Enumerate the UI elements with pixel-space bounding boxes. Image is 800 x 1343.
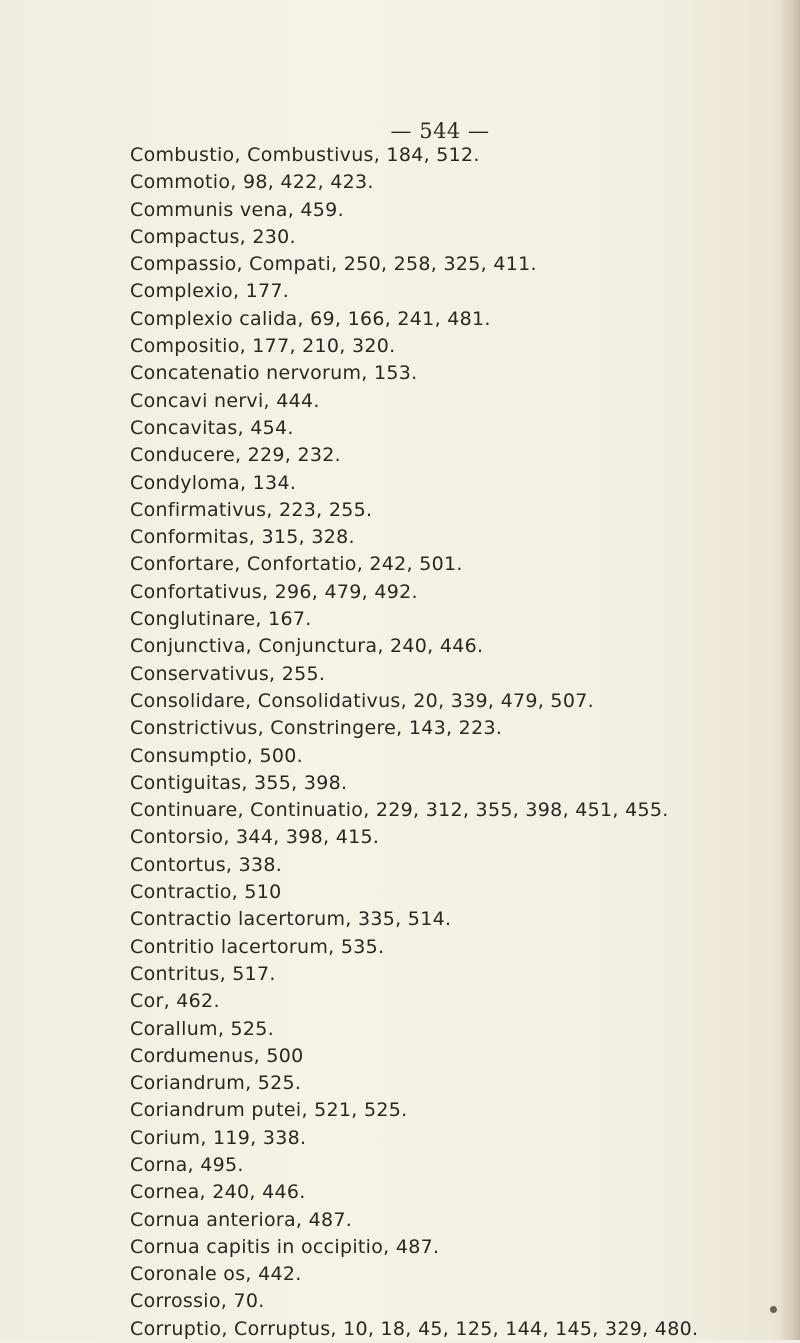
index-entry: Concatenatio nervorum, 153. xyxy=(130,362,418,385)
index-entry: Contorsio, 344, 398, 415. xyxy=(130,826,380,849)
index-entry: Concavitas, 454. xyxy=(130,416,294,439)
index-entry: Consumptio, 500. xyxy=(130,744,303,767)
page-number: — 544 — xyxy=(390,119,490,143)
index-entry: Cordumenus, 500 xyxy=(130,1044,304,1067)
index-entry: Consolidare, Consolidativus, 20, 339, 479, 507. xyxy=(130,689,594,712)
index-entry: Communis vena, 459. xyxy=(130,198,344,221)
index-entry: Coriandrum putei, 521, 525. xyxy=(130,1099,408,1122)
index-entry: Constrictivus, Constringere, 143, 223. xyxy=(130,717,503,740)
index-entry: Contractio, 510 xyxy=(130,881,282,904)
index-entry: Commotio, 98, 422, 423. xyxy=(130,171,374,194)
index-entry: Compactus, 230. xyxy=(130,225,296,248)
index-entry: Contritus, 517. xyxy=(130,962,276,985)
index-entry: Continuare, Continuatio, 229, 312, 355, 398, 451, 455. xyxy=(130,799,669,822)
index-entry: Cor, 462. xyxy=(130,990,220,1013)
index-entry: Conducere, 229, 232. xyxy=(130,444,341,467)
index-entry: Compassio, Compati, 250, 258, 325, 411. xyxy=(130,253,537,276)
index-entry: Corruptio, Corruptus, 10, 18, 45, 125, 144, 145, 329, 480. xyxy=(130,1317,699,1340)
index-entry: Confortare, Confortatio, 242, 501. xyxy=(130,553,463,576)
index-entry: Condyloma, 134. xyxy=(130,471,297,494)
page-edge-shadow xyxy=(778,0,800,1340)
ink-spot xyxy=(770,1306,777,1313)
index-entry: Confirmativus, 223, 255. xyxy=(130,498,373,521)
index-entry: Contractio lacertorum, 335, 514. xyxy=(130,908,452,931)
index-entry: Corallum, 525. xyxy=(130,1017,275,1040)
index-entry: Coronale os, 442. xyxy=(130,1263,302,1286)
index-entry: Conjunctiva, Conjunctura, 240, 446. xyxy=(130,635,484,658)
index-entry: Confortativus, 296, 479, 492. xyxy=(130,580,418,603)
index-entry: Contiguitas, 355, 398. xyxy=(130,771,348,794)
index-entry: Complexio, 177. xyxy=(130,280,290,303)
index-entry: Corna, 495. xyxy=(130,1153,244,1176)
index-entry: Combustio, Combustivus, 184, 512. xyxy=(130,144,480,166)
index-entry: Corrossio, 70. xyxy=(130,1290,265,1313)
index-entry: Contortus, 338. xyxy=(130,853,283,876)
index-entry: Cornua anteriora, 487. xyxy=(130,1208,353,1231)
index-entry: Complexio calida, 69, 166, 241, 481. xyxy=(130,307,491,330)
index-entries xyxy=(130,142,760,1343)
index-entry: Cornea, 240, 446. xyxy=(130,1181,306,1204)
index-entry: Conservativus, 255. xyxy=(130,662,326,685)
index-entry: Conglutinare, 167. xyxy=(130,608,312,631)
index-entry: Coriandrum, 525. xyxy=(130,1072,302,1095)
index-entry: Conformitas, 315, 328. xyxy=(130,526,355,549)
index-entry: Contritio lacertorum, 535. xyxy=(130,935,385,958)
index-entry: Cornua capitis in occipitio, 487. xyxy=(130,1235,440,1258)
index-entry: Corium, 119, 338. xyxy=(130,1126,307,1149)
index-entry: Compositio, 177, 210, 320. xyxy=(130,335,396,358)
index-entry: Concavi nervi, 444. xyxy=(130,389,320,412)
